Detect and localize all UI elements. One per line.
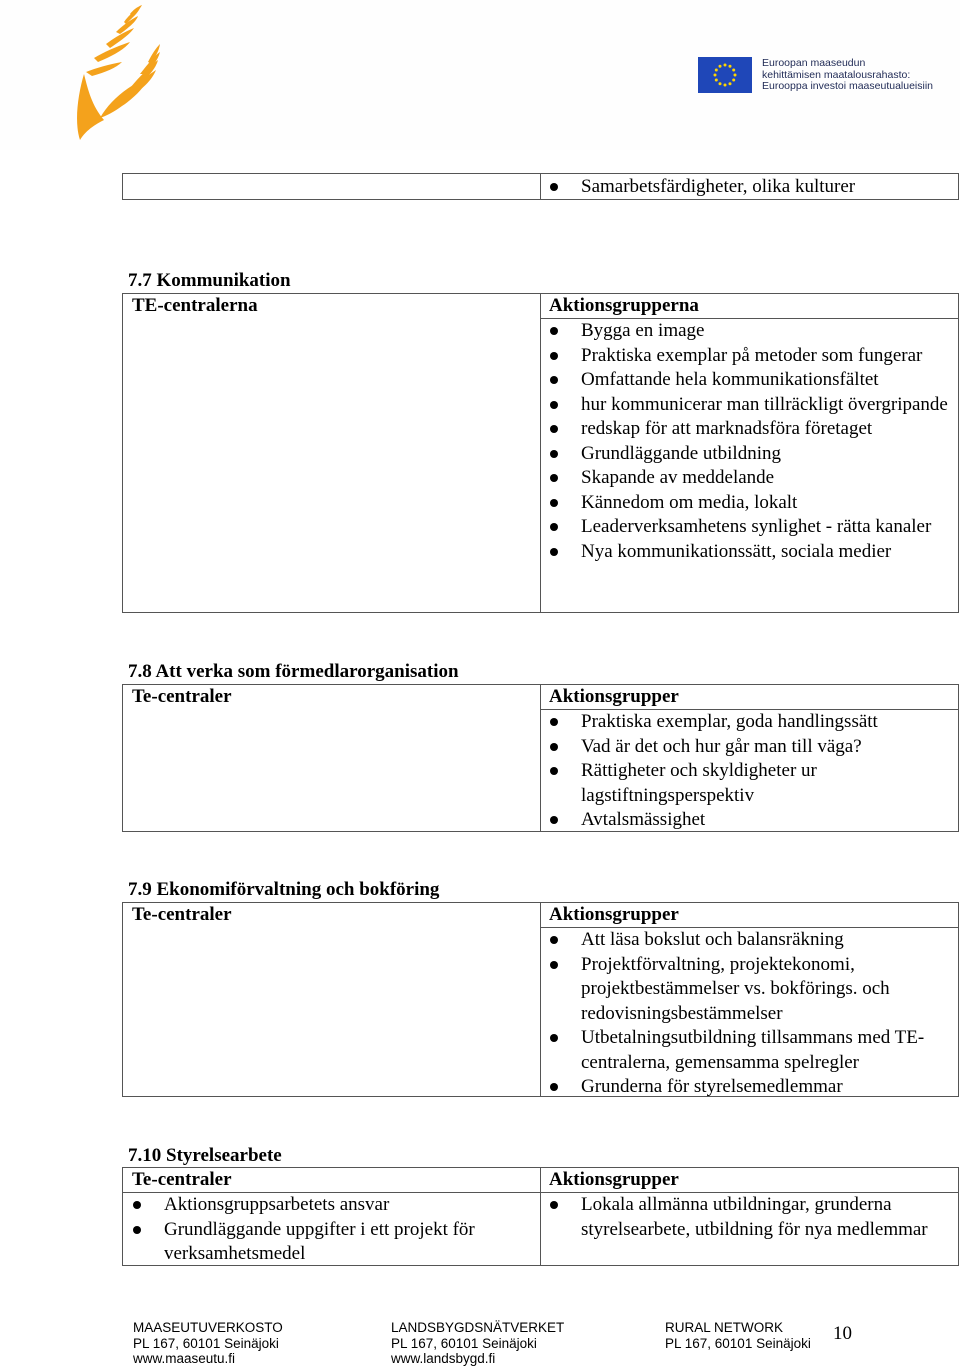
column-header-left: Te-centraler — [132, 686, 232, 707]
eu-text-line: Eurooppa investoi maaseutualueisiin — [762, 80, 934, 92]
bullet-list — [542, 1193, 952, 1242]
footer-website-link[interactable]: www.landsbygd.fi — [391, 1351, 496, 1366]
footer-address: PL 167, 60101 Seinäjoki — [133, 1335, 279, 1351]
bullet-list — [542, 928, 952, 1100]
page-number: 10 — [833, 1323, 852, 1344]
list-item: Lokala allmänna utbildningar, grunderna styrelsearbete, utbildning för nya medlemmar — [542, 1193, 952, 1242]
footer-column-rural-network — [665, 1320, 811, 1351]
section-table — [122, 293, 959, 613]
list-item: Vad är det och hur går man till väga? — [542, 735, 952, 760]
list-item: Skapande av meddelande — [542, 466, 952, 491]
section-title: 7.7 Kommunikation — [128, 270, 291, 291]
column-header-right: Aktionsgrupper — [549, 904, 679, 925]
list-item: Nya kommunikationssätt, sociala medier — [542, 540, 952, 565]
list-item: Samarbetsfärdigheter, olika kulturer — [542, 175, 952, 200]
eu-fund-text — [762, 58, 933, 93]
list-item: redskap för att marknadsföra företaget — [542, 417, 952, 442]
list-item: hur kommunicerar man tillräckligt övergripande — [542, 393, 952, 418]
continuation-table — [122, 173, 959, 200]
eu-flag-icon — [698, 57, 752, 93]
bullet-list — [125, 1193, 535, 1267]
column-header-right: Aktionsgrupperna — [549, 295, 699, 316]
page-header — [0, 0, 960, 150]
section-table — [122, 902, 959, 1097]
footer-org-name: RURAL NETWORK — [665, 1320, 784, 1335]
list-item: Grunderna för styrelsemedlemmar — [542, 1075, 952, 1100]
section-title: 7.8 Att verka som förmedlarorganisation — [128, 661, 459, 682]
list-item: Projektförvaltning, projektekonomi, projektbestämmelser vs. bokförings. och redovisningsbestämmelser — [542, 953, 952, 1027]
list-item: Grundläggande uppgifter i ett projekt för verksamhetsmedel — [125, 1218, 535, 1267]
footer-address: PL 167, 60101 Seinäjoki — [391, 1335, 537, 1351]
column-divider — [540, 903, 541, 1096]
column-divider — [540, 1168, 541, 1265]
footer-org-name: LANDSBYGDSNÄTVERKET — [391, 1320, 565, 1335]
column-header-right: Aktionsgrupper — [549, 686, 679, 707]
section-table — [122, 684, 959, 832]
list-item: Bygga en image — [542, 319, 952, 344]
column-header-left: Te-centraler — [132, 1169, 232, 1190]
list-item: Praktiska exemplar, goda handlingssätt — [542, 710, 952, 735]
section-table — [122, 1167, 959, 1266]
footer-column-maaseutuverkosto — [133, 1320, 283, 1367]
footer-address: PL 167, 60101 Seinäjoki — [665, 1335, 811, 1351]
footer-website-link[interactable]: www.maaseutu.fi — [133, 1351, 236, 1366]
list-item: Utbetalningsutbildning tillsammans med TE-centralerna, gemensamma spelregler — [542, 1026, 952, 1075]
list-item: Avtalsmässighet — [542, 808, 952, 833]
rural-network-logo-icon — [70, 2, 170, 142]
list-item: Grundläggande utbildning — [542, 442, 952, 467]
column-header-right: Aktionsgrupper — [549, 1169, 679, 1190]
section-title: 7.9 Ekonomiförvaltning och bokföring — [128, 879, 440, 900]
footer-org-name: MAASEUTUVERKOSTO — [133, 1320, 283, 1335]
eu-text-line: kehittämisen maatalousrahasto: — [762, 68, 911, 81]
list-item: Praktiska exemplar på metoder som fungerar — [542, 344, 952, 369]
bullet-list — [542, 319, 952, 564]
list-item: Leaderverksamhetens synlighet - rätta kanaler — [542, 515, 952, 540]
column-header-left: TE-centralerna — [132, 295, 258, 316]
section-title: 7.10 Styrelsearbete — [128, 1145, 282, 1166]
column-divider — [540, 294, 541, 612]
footer-column-landsbygdsnatverket — [391, 1320, 564, 1367]
list-item: Aktionsgruppsarbetets ansvar — [125, 1193, 535, 1218]
list-item: Att läsa bokslut och balansräkning — [542, 928, 952, 953]
list-item: Omfattande hela kommunikationsfältet — [542, 368, 952, 393]
column-divider — [540, 174, 541, 199]
list-item: Kännedom om media, lokalt — [542, 491, 952, 516]
bullet-list — [542, 710, 952, 833]
bullet-list — [542, 175, 952, 200]
eu-text-line: Euroopan maaseudun — [762, 57, 866, 69]
column-header-left: Te-centraler — [132, 904, 232, 925]
column-divider — [540, 685, 541, 831]
list-item: Rättigheter och skyldigheter ur lagstiftningsperspektiv — [542, 759, 952, 808]
